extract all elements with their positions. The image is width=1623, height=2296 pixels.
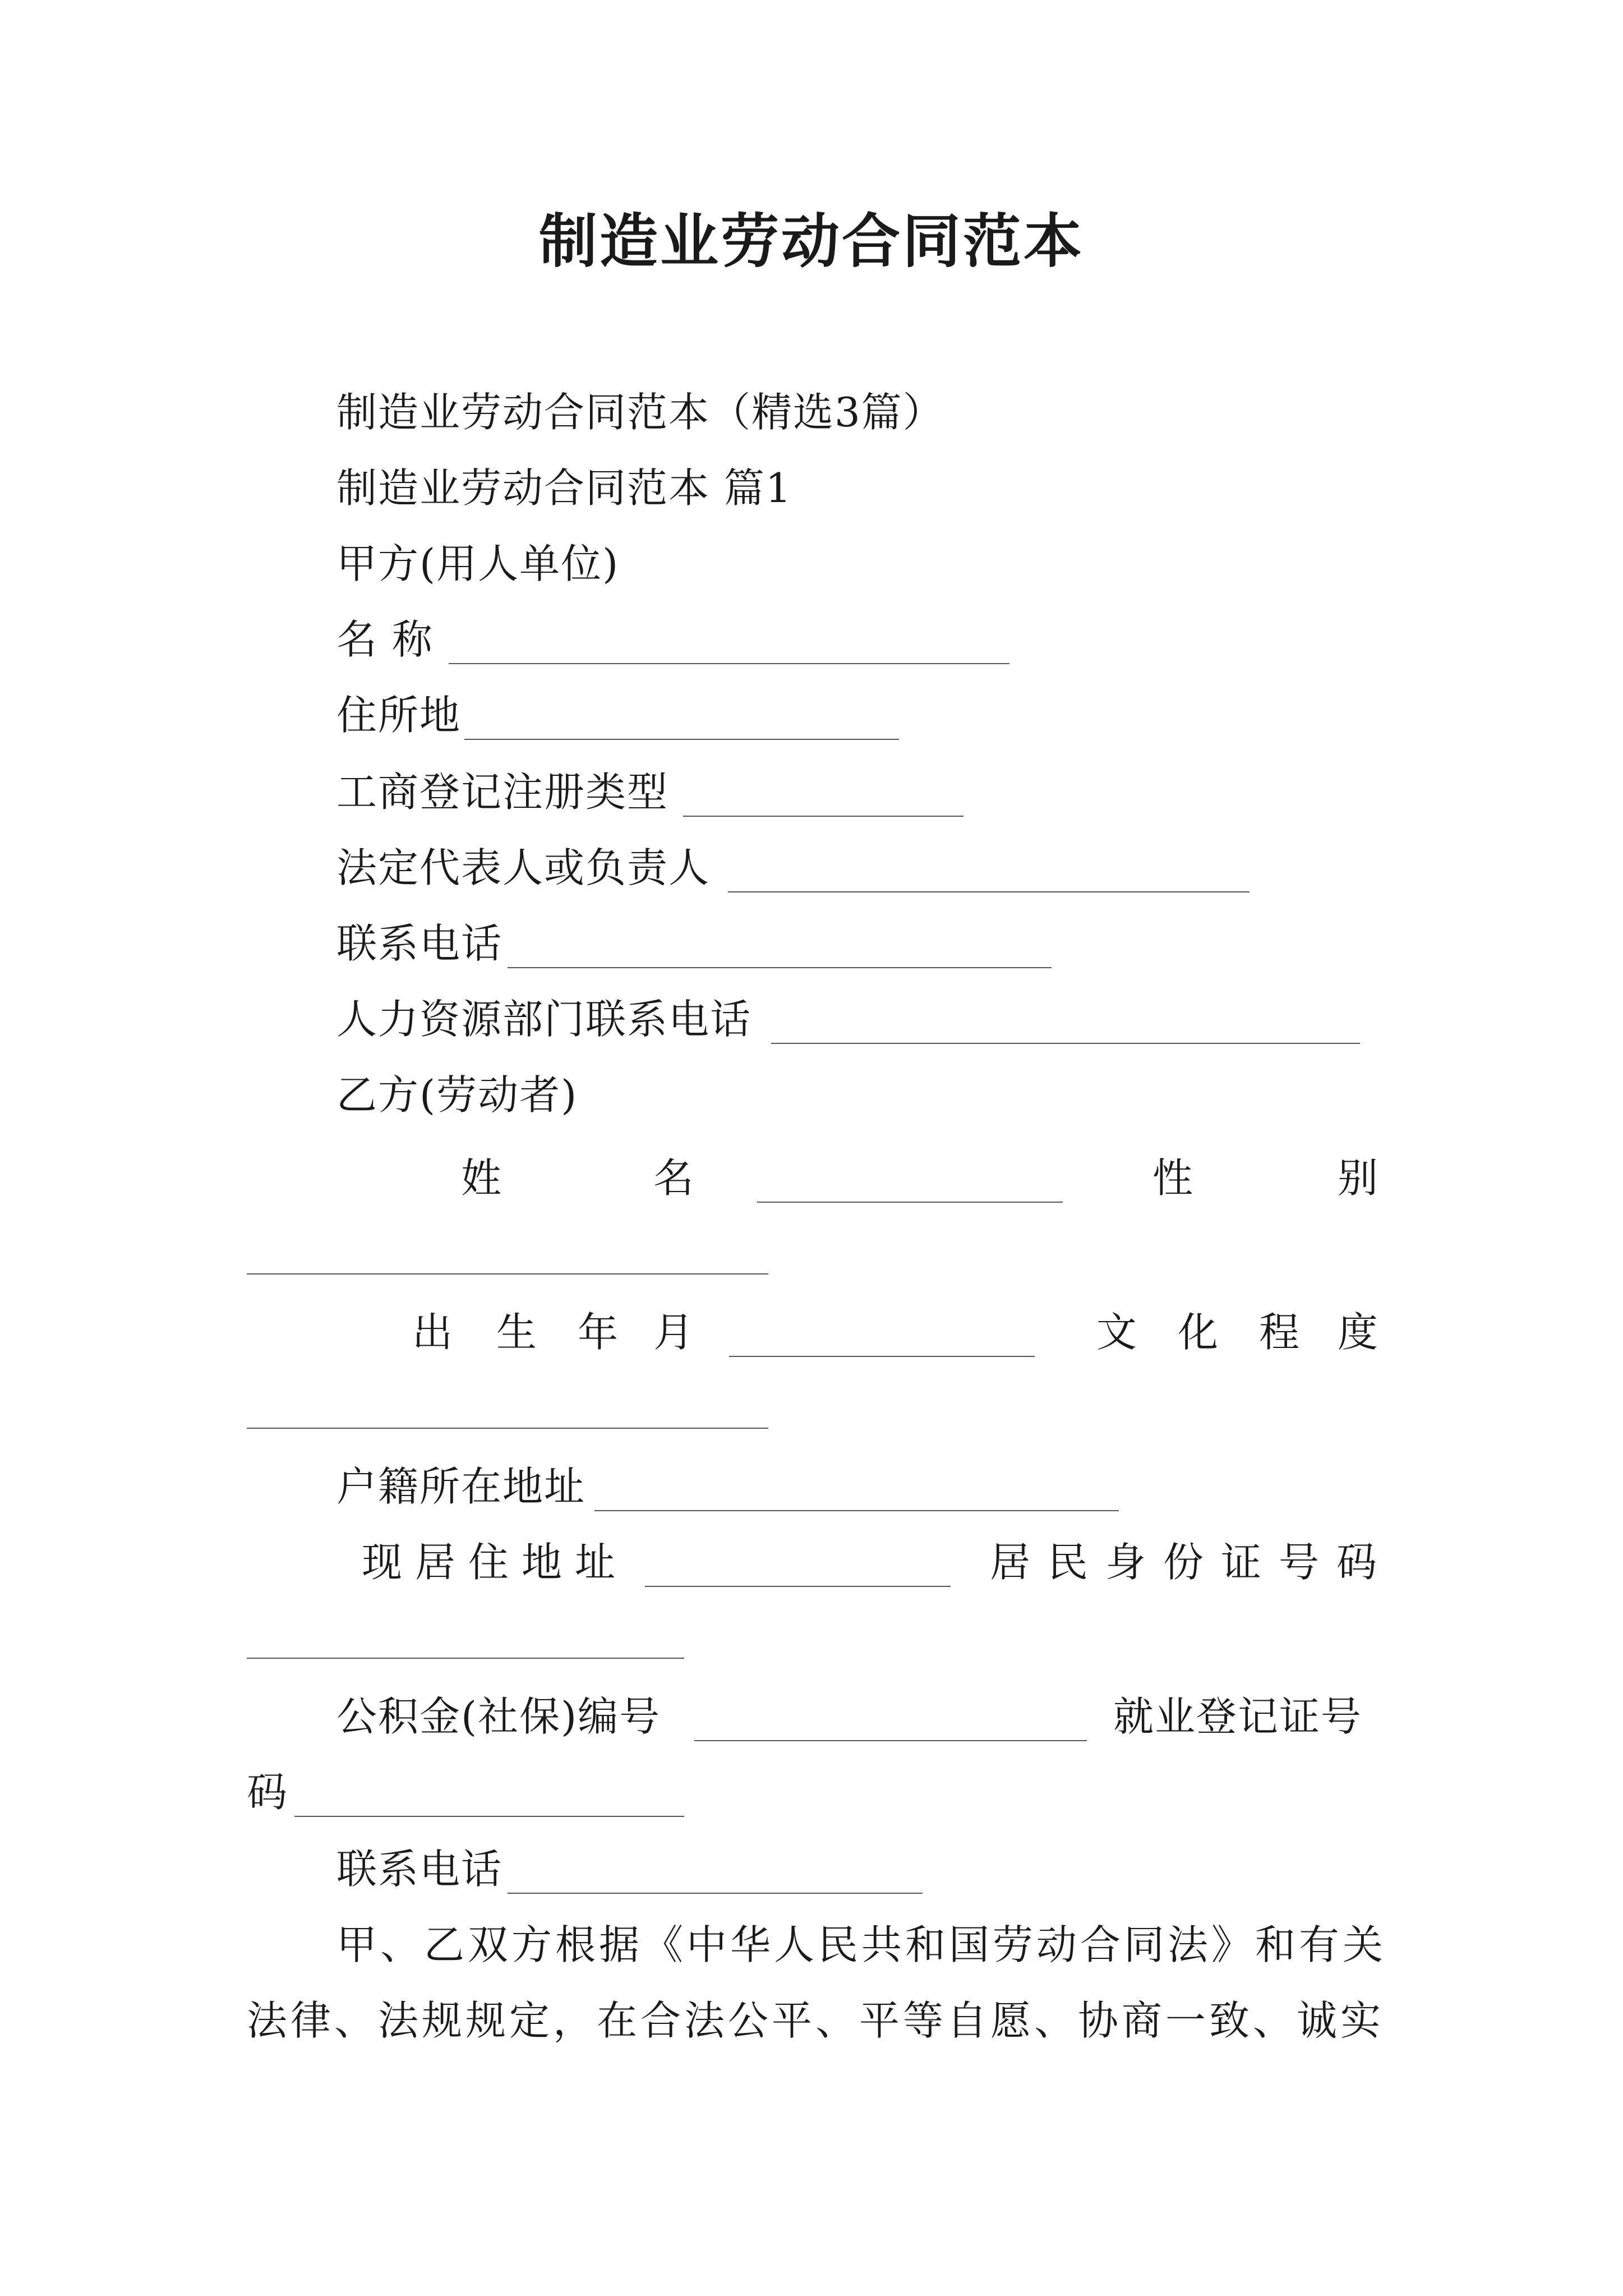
employment-cert-label-1: 就业登记证号	[1113, 1693, 1363, 1740]
current-address-char-3: 住	[468, 1539, 509, 1586]
current-address-blank	[645, 1586, 951, 1587]
party-a-heading: 甲方(用人单位)	[336, 540, 620, 587]
id-number-char-6: 号	[1279, 1539, 1320, 1586]
current-address-char-1: 现	[362, 1539, 403, 1586]
party-a-name-label: 名 称	[336, 616, 434, 663]
id-number-char-4: 份	[1163, 1539, 1204, 1586]
body-paragraph-line-2: 法律、法规规定，在合法公平、平等自愿、协商一致、诚实	[247, 1997, 1385, 2044]
hukou-blank	[594, 1510, 1119, 1511]
body-paragraph-line-1: 甲、乙双方根据《中华人民共和国劳动合同法》和有关	[336, 1921, 1387, 1968]
current-address-char-2: 居	[415, 1539, 456, 1586]
id-number-blank	[247, 1658, 684, 1659]
birth-blank	[729, 1356, 1035, 1357]
hr-phone-blank	[771, 1043, 1360, 1044]
education-char-2: 化	[1178, 1309, 1219, 1356]
party-a-name-blank	[449, 663, 1009, 664]
hr-phone-label: 人力资源部门联系电话	[336, 996, 752, 1043]
id-number-char-7: 码	[1336, 1539, 1377, 1586]
legal-rep-blank	[728, 891, 1249, 892]
party-a-phone-label: 联系电话	[336, 920, 503, 967]
education-blank	[247, 1428, 768, 1429]
gender-blank	[247, 1273, 768, 1274]
education-char-3: 程	[1259, 1309, 1300, 1356]
legal-rep-label: 法定代表人或负责人	[336, 844, 711, 891]
birth-char-4: 月	[653, 1309, 694, 1356]
gender-char-1: 性	[1152, 1154, 1193, 1202]
party-a-phone-blank	[508, 967, 1052, 968]
party-b-heading: 乙方(劳动者)	[336, 1071, 578, 1119]
current-address-char-5: 址	[575, 1539, 616, 1586]
document-subtitle: 制造业劳动合同范本（精选3篇）	[336, 389, 944, 436]
gender-char-2: 别	[1338, 1154, 1378, 1202]
employment-cert-blank	[294, 1816, 684, 1817]
birth-char-3: 年	[578, 1309, 619, 1356]
birth-char-2: 生	[496, 1309, 537, 1356]
party-b-name-blank	[757, 1202, 1063, 1203]
birth-char-1: 出	[412, 1309, 453, 1356]
section-heading: 制造业劳动合同范本 篇1	[336, 464, 792, 512]
party-b-name-char-2: 名	[653, 1154, 694, 1202]
id-number-char-2: 民	[1048, 1539, 1089, 1586]
party-b-phone-label: 联系电话	[336, 1846, 503, 1893]
document-title: 制造业劳动合同范本	[538, 206, 1084, 275]
id-number-char-5: 证	[1221, 1539, 1262, 1586]
fund-blank	[694, 1740, 1087, 1741]
party-b-phone-blank	[508, 1893, 923, 1894]
employment-cert-label-2: 码	[247, 1769, 289, 1816]
registration-type-label: 工商登记注册类型	[336, 769, 669, 816]
current-address-char-4: 地	[522, 1539, 562, 1586]
education-char-4: 度	[1338, 1309, 1378, 1356]
education-char-1: 文	[1096, 1309, 1137, 1356]
party-a-address-blank	[464, 739, 899, 740]
registration-type-blank	[683, 816, 963, 817]
party-a-address-label: 住所地	[336, 692, 462, 739]
fund-label: 公积金(社保)编号	[336, 1693, 661, 1740]
id-number-char-1: 居	[990, 1539, 1031, 1586]
party-b-name-char-1: 姓	[461, 1154, 502, 1202]
id-number-char-3: 身	[1105, 1539, 1146, 1586]
hukou-label: 户籍所在地址	[336, 1463, 586, 1510]
